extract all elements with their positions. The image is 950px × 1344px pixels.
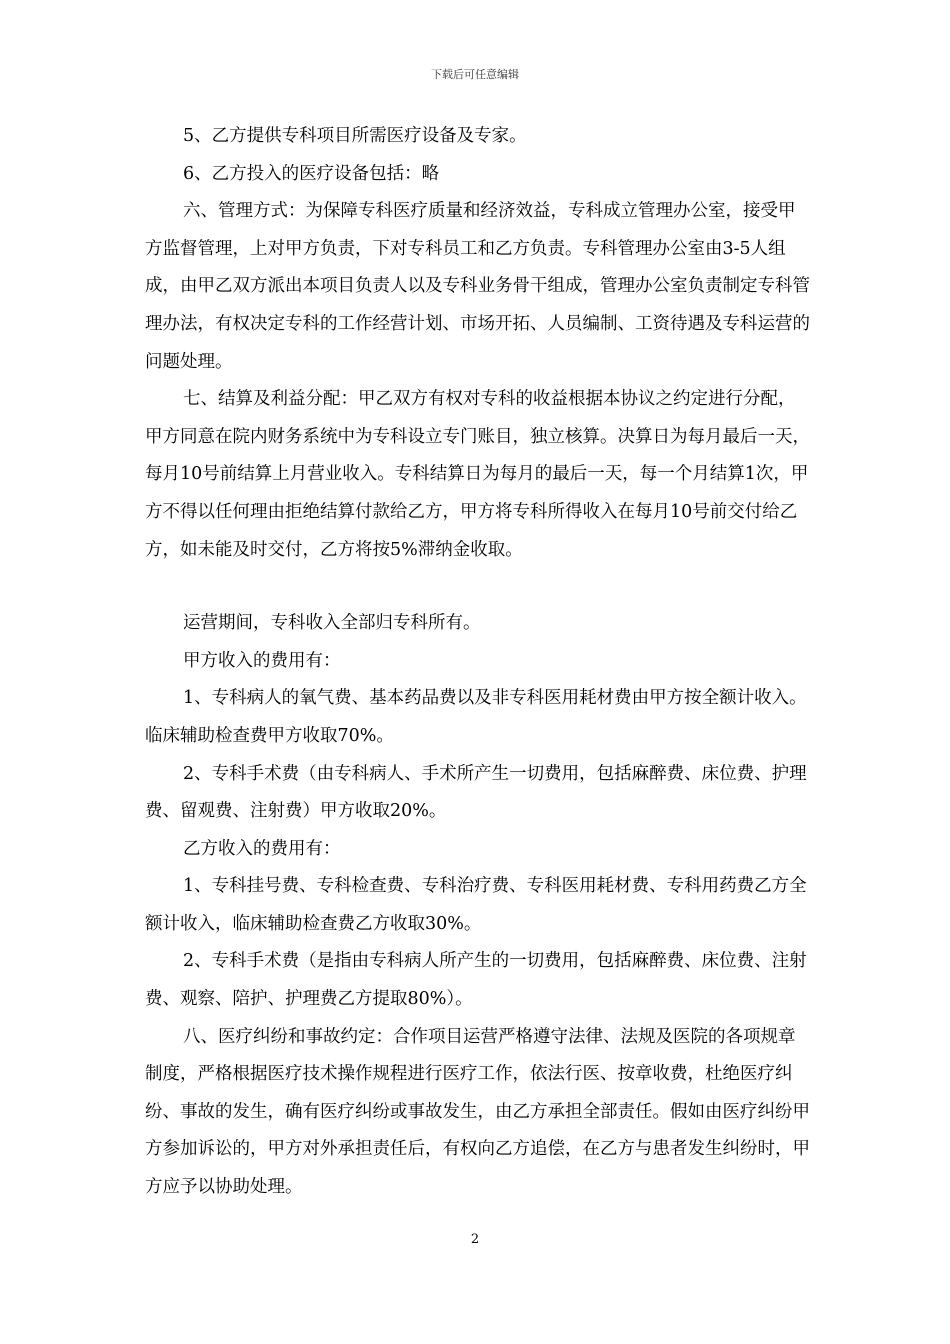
header-note: 下载后可任意编辑 (431, 68, 519, 81)
page-number: 2 (470, 1232, 480, 1247)
paragraph-dispute: 八、医疗纠纷和事故约定：合作项目运营严格遵守法律、法规及医院的各项规章制度，严格根据医疗技术操作规程进行医疗工作，依法行医、按章收费，杜绝医疗纠纷、事故的发生，确有医疗纠纷或事故发生，由乙方承担全部责任。假如由医疗纠纷甲方参加诉讼的，甲方对外承担责任后，有权向乙方追偿，在乙方与患者发生纠纷时，甲方应予以协助处理。 (145, 1026, 810, 1198)
paragraph-management: 六、管理方式：为保障专科医疗质量和经济效益，专科成立管理办公室，接受甲方监督管理，上对甲方负责，下对专科员工和乙方负责。专科管理办公室由3-5人组成，由甲乙双方派出本项目负责人以及专科业务骨干组成，管理办公室负责制定专科管理办法，有权决定专科的工作经营计划、市场开拓、人员编制、工资待遇及专科运营的问题处理。 (145, 201, 810, 372)
paragraph-gap (145, 569, 810, 605)
paragraph-settlement: 七、结算及利益分配：甲乙双方有权对专科的收益根据本协议之约定进行分配，甲方同意在院内财务系统中为专科设立专门账目，独立核算。决算日为每月最后一天，每月10号前结算上月营业收入。专科结算日为每月的最后一天，每一个月结算1次，甲方不得以任何理由拒绝结算付款给乙方，甲方将专科所得收入在每月10号前交付给乙方，如未能及时交付，乙方将按5%滞纳金收取。 (145, 389, 810, 560)
paragraph-party-b-item-1: 1、专科挂号费、专科检查费、专科治疗费、专科医用耗材费、专科用药费乙方全额计收入，临床辅助检查费乙方收取30%。 (145, 876, 807, 934)
paragraph-party-b-item-2: 2、专科手术费（是指由专科病人所产生的一切费用，包括麻醉费、床位费、注射费、观察、陪护、护理费乙方提取80%）。 (145, 951, 807, 1010)
paragraph-party-a-income-heading: 甲方收入的费用有： (183, 650, 341, 671)
paragraph-operation-period: 运营期间，专科收入全部归专科所有。 (183, 613, 481, 634)
paragraph-item-5: 5、乙方提供专科项目所需医疗设备及专家。 (183, 126, 527, 146)
paragraph-party-b-income-heading: 乙方收入的费用有： (183, 838, 341, 859)
document-body (145, 118, 810, 1207)
paragraph-party-a-item-2: 2、专科手术费（由专科病人、手术所产生一切费用，包括麻醉费、床位费、护理费、留观费、注射费）甲方收取20%。 (145, 763, 807, 822)
paragraph-item-6: 6、乙方投入的医疗设备包括：略 (183, 163, 440, 184)
paragraph-party-a-item-1: 1、专科病人的氧气费、基本药品费以及非专科医用耗材费由甲方按全额计收入。临床辅助检查费甲方收取70%。 (145, 688, 807, 746)
